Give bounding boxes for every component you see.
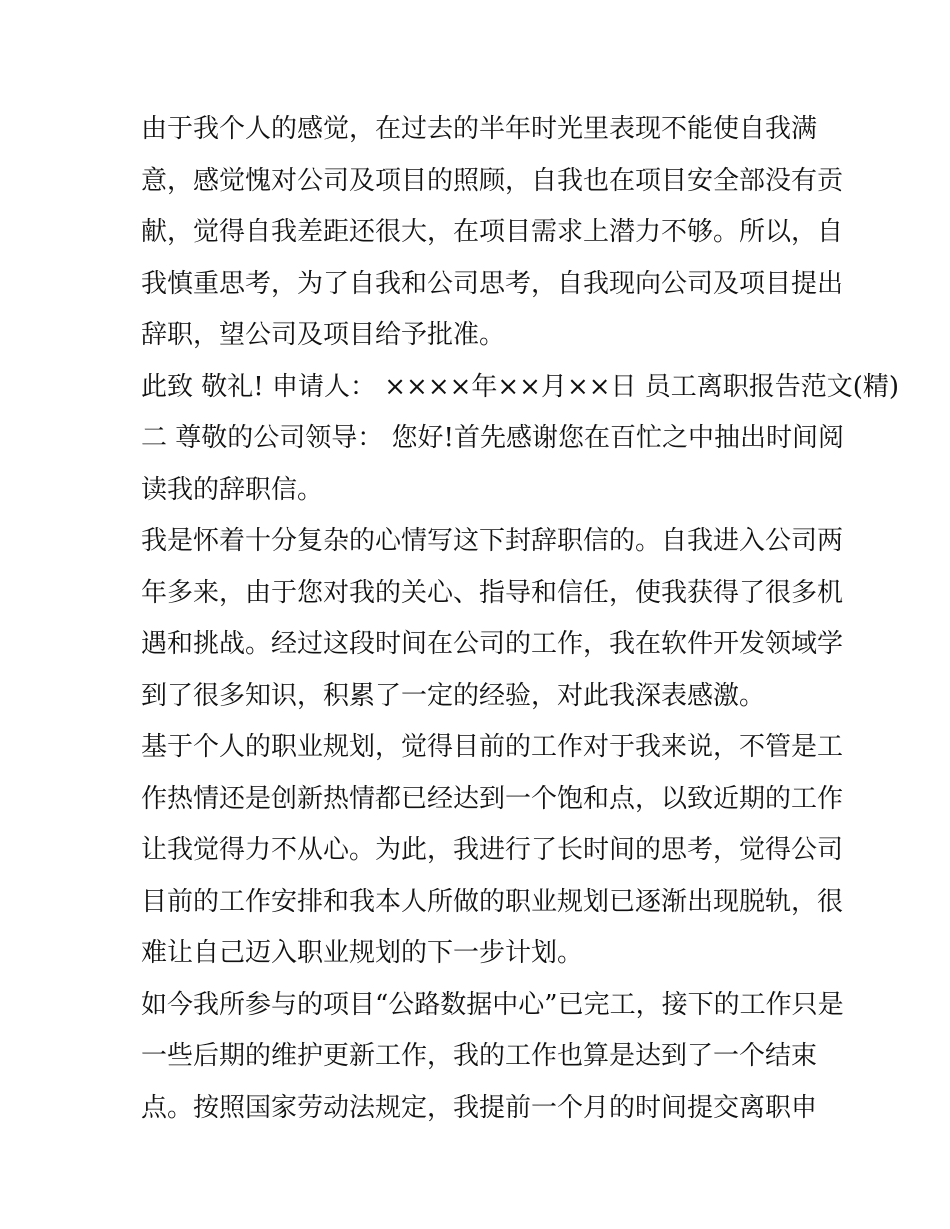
text-line: 我慎重思考，为了自我和公司思考，自我现向公司及项目提出 [141, 268, 844, 299]
text-line: 献，觉得自我差距还很大，在项目需求上潜力不够。所以，自 [141, 217, 844, 247]
text-line: 如今我所参与的项目“公路数据中心”已完工，接下的工作只是 [141, 989, 844, 1020]
text-line: 意，感觉愧对公司及项目的照顾，自我也在项目安全部没有贡 [141, 165, 844, 196]
text-line: 辞职，望公司及项目给予批准。 [141, 320, 506, 350]
text-line: 我是怀着十分复杂的心情写这下封辞职信的。自我进入公司两 [141, 526, 844, 556]
paragraph-5 [141, 980, 844, 1135]
text-line: 目前的工作安排和我本人所做的职业规划已逐渐出现脱轨，很 [141, 886, 844, 917]
text-line: 让我觉得力不从心。为此，我进行了长时间的思考，觉得公司 [141, 835, 844, 865]
text-line: 一些后期的维护更新工作，我的工作也算是达到了一个结束 [141, 1041, 818, 1071]
paragraph-4 [141, 722, 844, 980]
text-line: 遇和挑战。经过这段时间在公司的工作，我在软件开发领域学 [141, 629, 844, 659]
text-line: 基于个人的职业规划，觉得目前的工作对于我来说，不管是工 [141, 732, 844, 762]
paragraph-1 [141, 104, 844, 362]
text-line: 点。按照国家劳动法规定，我提前一个月的时间提交离职申 [141, 1092, 818, 1123]
paragraph-2 [141, 362, 900, 517]
text-line: 到了很多知识，积累了一定的经验，对此我深表感激。 [141, 680, 766, 711]
text-line: 年多来，由于您对我的关心、指导和信任，使我获得了很多机 [141, 577, 844, 608]
text-line: 作热情还是创新热情都已经达到一个饱和点，以致近期的工作 [141, 783, 844, 814]
text-line: 此致 敬礼! 申请人： ××××年××月××日 员工离职报告范文(精) [141, 371, 900, 402]
text-line: 由于我个人的感觉，在过去的半年时光里表现不能使自我满 [141, 114, 818, 144]
text-line: 二 尊敬的公司领导： 您好!首先感谢您在百忙之中抽出时间阅 [141, 423, 844, 453]
text-line: 读我的辞职信。 [141, 474, 324, 505]
text-line: 难让自己迈入职业规划的下一步计划。 [141, 938, 584, 968]
paragraph-3 [141, 516, 844, 722]
document-body [141, 104, 900, 1134]
